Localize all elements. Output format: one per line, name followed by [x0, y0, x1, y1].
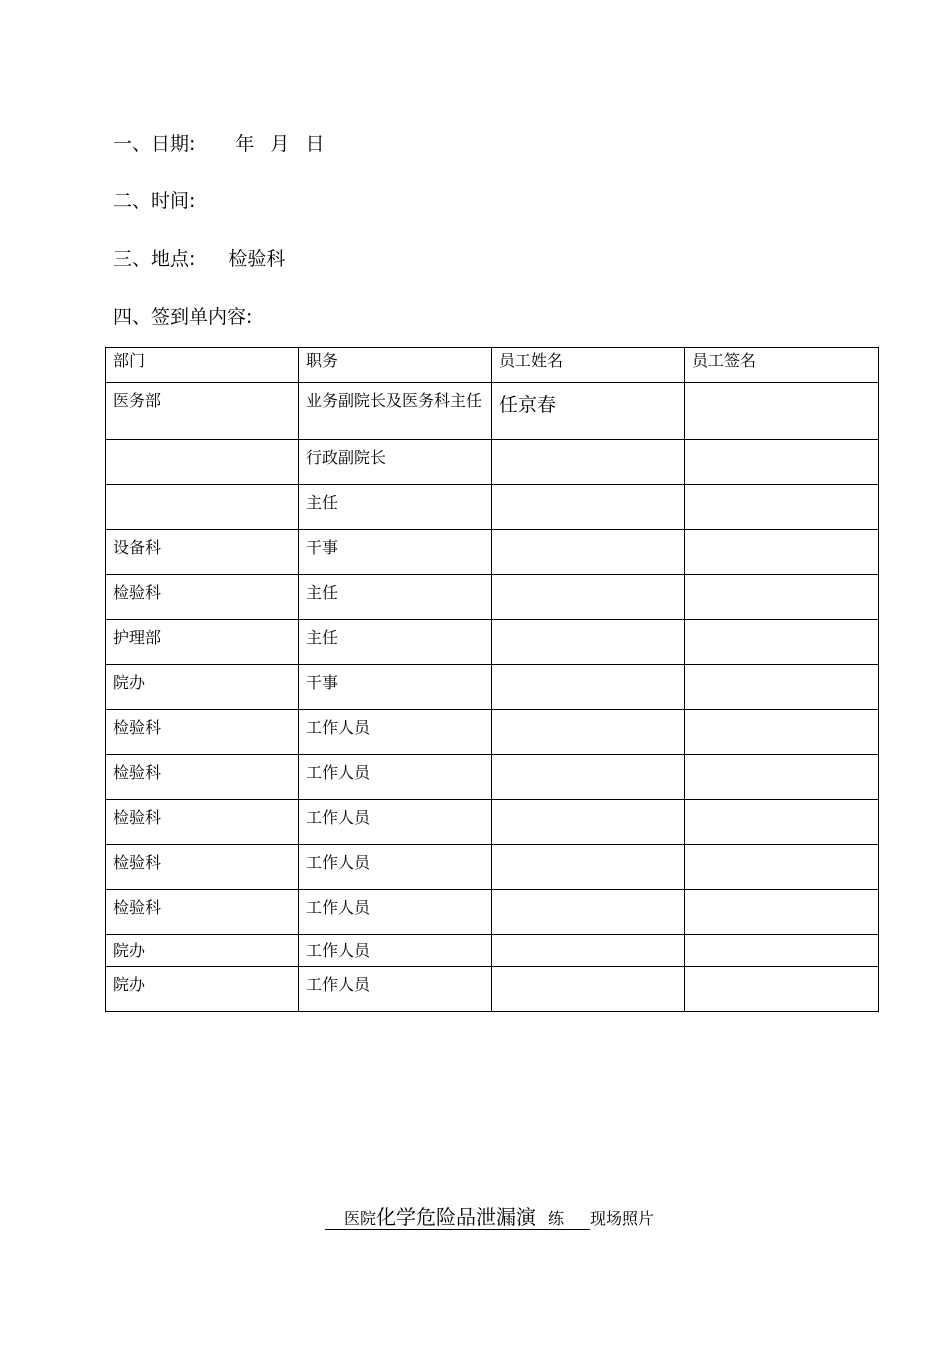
cell-position: 干事 [299, 665, 492, 710]
table-row [106, 485, 879, 530]
day-label: 日 [305, 133, 325, 155]
table-row [106, 800, 879, 845]
content-label: 四、签到单内容: [113, 306, 253, 328]
table-header-row [106, 348, 879, 383]
table-row [106, 665, 879, 710]
cell-employee-name [492, 800, 685, 845]
cell-position: 工作人员 [299, 967, 492, 1012]
cell-employee-name [492, 440, 685, 485]
date-line [113, 132, 324, 156]
cell-signature[interactable] [685, 575, 879, 620]
cell-department: 院办 [106, 665, 299, 710]
cell-signature[interactable] [685, 530, 879, 575]
table-row [106, 383, 879, 440]
cell-employee-name: 任京春 [492, 383, 685, 440]
cell-signature[interactable] [685, 665, 879, 710]
date-label: 一、日期: [113, 133, 196, 155]
cell-signature[interactable] [685, 485, 879, 530]
cell-position: 行政副院长 [299, 440, 492, 485]
cell-position: 工作人员 [299, 890, 492, 935]
cell-employee-name [492, 967, 685, 1012]
cell-signature[interactable] [685, 383, 879, 440]
cell-employee-name [492, 575, 685, 620]
cell-department: 设备科 [106, 530, 299, 575]
caption-hospital: 医院 [344, 1209, 377, 1228]
cell-position: 工作人员 [299, 800, 492, 845]
table-row [106, 845, 879, 890]
cell-position: 工作人员 [299, 845, 492, 890]
table-row [106, 575, 879, 620]
cell-department: 护理部 [106, 620, 299, 665]
cell-employee-name [492, 620, 685, 665]
cell-signature[interactable] [685, 890, 879, 935]
place-value: 检验科 [228, 248, 286, 270]
table-row [106, 967, 879, 1012]
cell-employee-name [492, 845, 685, 890]
cell-signature[interactable] [685, 755, 879, 800]
cell-department: 检验科 [106, 755, 299, 800]
cell-department [106, 485, 299, 530]
cell-employee-name [492, 530, 685, 575]
cell-department: 院办 [106, 935, 299, 967]
cell-department [106, 440, 299, 485]
cell-employee-name [492, 665, 685, 710]
time-line [113, 189, 195, 213]
cell-signature[interactable] [685, 935, 879, 967]
place-line [113, 247, 285, 271]
cell-employee-name [492, 935, 685, 967]
signin-table [105, 347, 879, 1012]
table-row [106, 710, 879, 755]
cell-signature[interactable] [685, 967, 879, 1012]
photo-caption [325, 1201, 654, 1230]
cell-department: 检验科 [106, 575, 299, 620]
header-position: 职务 [299, 348, 492, 383]
cell-position: 工作人员 [299, 755, 492, 800]
caption-drill-title: 化学危险品泄漏演 [376, 1205, 537, 1229]
cell-signature[interactable] [685, 800, 879, 845]
cell-position: 主任 [299, 485, 492, 530]
cell-signature[interactable] [685, 710, 879, 755]
header-employee-signature: 员工签名 [685, 348, 879, 383]
table-row [106, 755, 879, 800]
table-row [106, 530, 879, 575]
cell-position: 工作人员 [299, 710, 492, 755]
cell-employee-name [492, 755, 685, 800]
cell-employee-name [492, 485, 685, 530]
cell-department: 检验科 [106, 800, 299, 845]
cell-signature[interactable] [685, 440, 879, 485]
caption-drill-suffix: 练 [548, 1209, 565, 1228]
cell-position: 主任 [299, 620, 492, 665]
cell-employee-name [492, 890, 685, 935]
cell-position: 干事 [299, 530, 492, 575]
caption-photo-label: 现场照片 [590, 1209, 655, 1228]
cell-department: 检验科 [106, 890, 299, 935]
cell-employee-name [492, 710, 685, 755]
cell-department: 检验科 [106, 710, 299, 755]
cell-position: 主任 [299, 575, 492, 620]
month-label: 月 [270, 133, 290, 155]
place-label: 三、地点: [113, 248, 196, 270]
table-row [106, 935, 879, 967]
header-department: 部门 [106, 348, 299, 383]
table-row [106, 890, 879, 935]
cell-signature[interactable] [685, 620, 879, 665]
cell-position: 业务副院长及医务科主任 [299, 383, 492, 440]
table-row [106, 440, 879, 485]
cell-department: 医务部 [106, 383, 299, 440]
header-employee-name: 员工姓名 [492, 348, 685, 383]
table-row [106, 620, 879, 665]
year-label: 年 [235, 133, 255, 155]
cell-position: 工作人员 [299, 935, 492, 967]
cell-department: 检验科 [106, 845, 299, 890]
cell-department: 院办 [106, 967, 299, 1012]
cell-signature[interactable] [685, 845, 879, 890]
time-label: 二、时间: [113, 190, 196, 212]
